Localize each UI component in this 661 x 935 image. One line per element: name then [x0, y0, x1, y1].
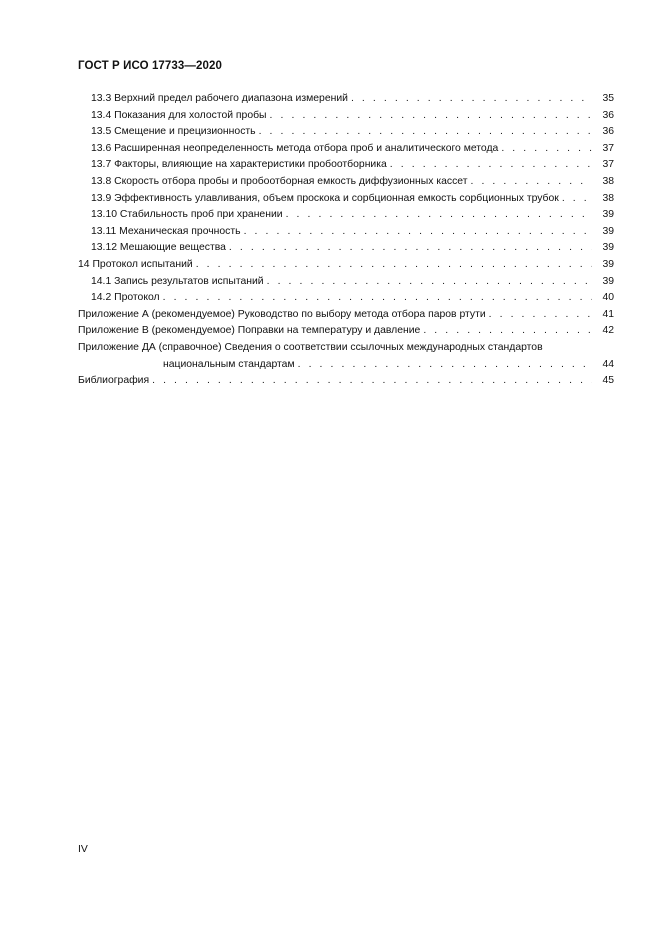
toc-entry-title: 13.5 Смещение и прецизионность — [91, 126, 256, 138]
toc-leader-dots — [229, 240, 592, 257]
toc-entry-page: 35 — [602, 93, 614, 104]
toc-entry-page: 39 — [602, 242, 614, 254]
toc-leader-dots — [196, 257, 592, 274]
toc-entry-title: 14.2 Протокол — [91, 292, 160, 304]
toc-entry-page: 36 — [602, 126, 614, 138]
toc-entry-13-7[interactable] — [78, 157, 614, 174]
toc-entry-title: 13.7 Факторы, влияющие на характеристики пробоотборника — [91, 159, 387, 171]
toc-entry-title: 13.4 Показания для холостой пробы — [91, 109, 267, 121]
table-of-contents — [78, 91, 614, 390]
toc-entry-title: 13.10 Стабильность проб при хранении — [91, 209, 283, 221]
toc-entry-page: 39 — [602, 209, 614, 221]
toc-entry-13-9[interactable] — [78, 191, 614, 208]
toc-entry-page: 36 — [602, 109, 614, 121]
page-number: IV — [78, 844, 88, 855]
toc-entry-13-8[interactable] — [78, 174, 614, 191]
toc-entry-page: 44 — [602, 358, 614, 370]
toc-entry-14[interactable] — [78, 257, 614, 274]
toc-entry-page: 37 — [602, 142, 614, 154]
toc-entry-13-11[interactable] — [78, 224, 614, 241]
toc-entry-title: 13.9 Эффективность улавливания, объем проскока и сорбционная емкость сорбционных трубок — [91, 192, 559, 204]
toc-entry-title: 13.3 Верхний предел рабочего диапазона измерений — [91, 93, 348, 104]
toc-entry-13-12[interactable] — [78, 240, 614, 257]
toc-leader-dots — [267, 274, 592, 291]
toc-entry-13-3[interactable] — [78, 91, 614, 108]
toc-leader-dots — [244, 224, 592, 241]
toc-entry-page: 39 — [602, 275, 614, 287]
document-header: ГОСТ Р ИСО 17733—2020 — [78, 60, 223, 72]
toc-entry-title: 13.6 Расширенная неопределенность метода отбора проб и аналитического метода — [91, 142, 499, 154]
toc-entry-page: 39 — [602, 225, 614, 237]
toc-leader-dots — [390, 157, 592, 174]
toc-entry-appendix-da[interactable] — [78, 340, 614, 373]
toc-leader-dots — [562, 191, 592, 208]
toc-entry-13-6[interactable] — [78, 141, 614, 158]
toc-leader-dots — [152, 373, 592, 390]
toc-leader-dots — [298, 357, 592, 374]
toc-entry-title: Приложение А (рекомендуемое) Руководство по выбору метода отбора паров ртути — [78, 308, 486, 320]
toc-entry-bibliography[interactable] — [78, 373, 614, 390]
toc-leader-dots — [470, 174, 592, 191]
toc-leader-dots — [259, 124, 592, 141]
toc-entry-page: 45 — [602, 375, 614, 387]
toc-entry-appendix-a[interactable] — [78, 307, 614, 324]
toc-entry-title: 13.12 Мешающие вещества — [91, 242, 226, 254]
toc-leader-dots — [489, 307, 592, 324]
toc-entry-13-5[interactable] — [78, 124, 614, 141]
toc-entry-13-4[interactable] — [78, 108, 614, 125]
toc-entry-title: 14.1 Запись результатов испытаний — [91, 275, 264, 287]
toc-leader-dots — [501, 141, 592, 158]
toc-entry-title: 14 Протокол испытаний — [78, 258, 193, 270]
toc-entry-title-continuation: национальным стандартам — [163, 358, 295, 370]
toc-entry-appendix-b[interactable] — [78, 323, 614, 340]
toc-entry-page: 41 — [602, 308, 614, 320]
toc-leader-dots — [163, 290, 592, 307]
toc-leader-dots — [286, 207, 592, 224]
toc-entry-13-10[interactable] — [78, 207, 614, 224]
toc-leader-dots — [351, 91, 592, 108]
toc-entry-page: 40 — [602, 292, 614, 304]
toc-entry-title: 13.8 Скорость отбора пробы и пробоотборная емкость диффузионных кассет — [91, 175, 468, 187]
toc-entry-title: Приложение ДА (справочное) Сведения о соответствии ссылочных международных стандартов — [78, 341, 543, 353]
toc-leader-dots — [423, 323, 592, 340]
toc-entry-title: Приложение В (рекомендуемое) Поправки на температуру и давление — [78, 325, 421, 337]
toc-leader-dots — [270, 108, 592, 125]
toc-entry-page: 37 — [602, 159, 614, 171]
toc-entry-page: 38 — [602, 192, 614, 204]
toc-entry-page: 42 — [602, 325, 614, 337]
toc-entry-title: Библиография — [78, 375, 150, 387]
toc-entry-14-1[interactable] — [78, 274, 614, 291]
toc-entry-page: 39 — [602, 258, 614, 270]
toc-entry-14-2[interactable] — [78, 290, 614, 307]
toc-entry-title: 13.11 Механическая прочность — [91, 225, 241, 237]
toc-entry-page: 38 — [602, 175, 614, 187]
